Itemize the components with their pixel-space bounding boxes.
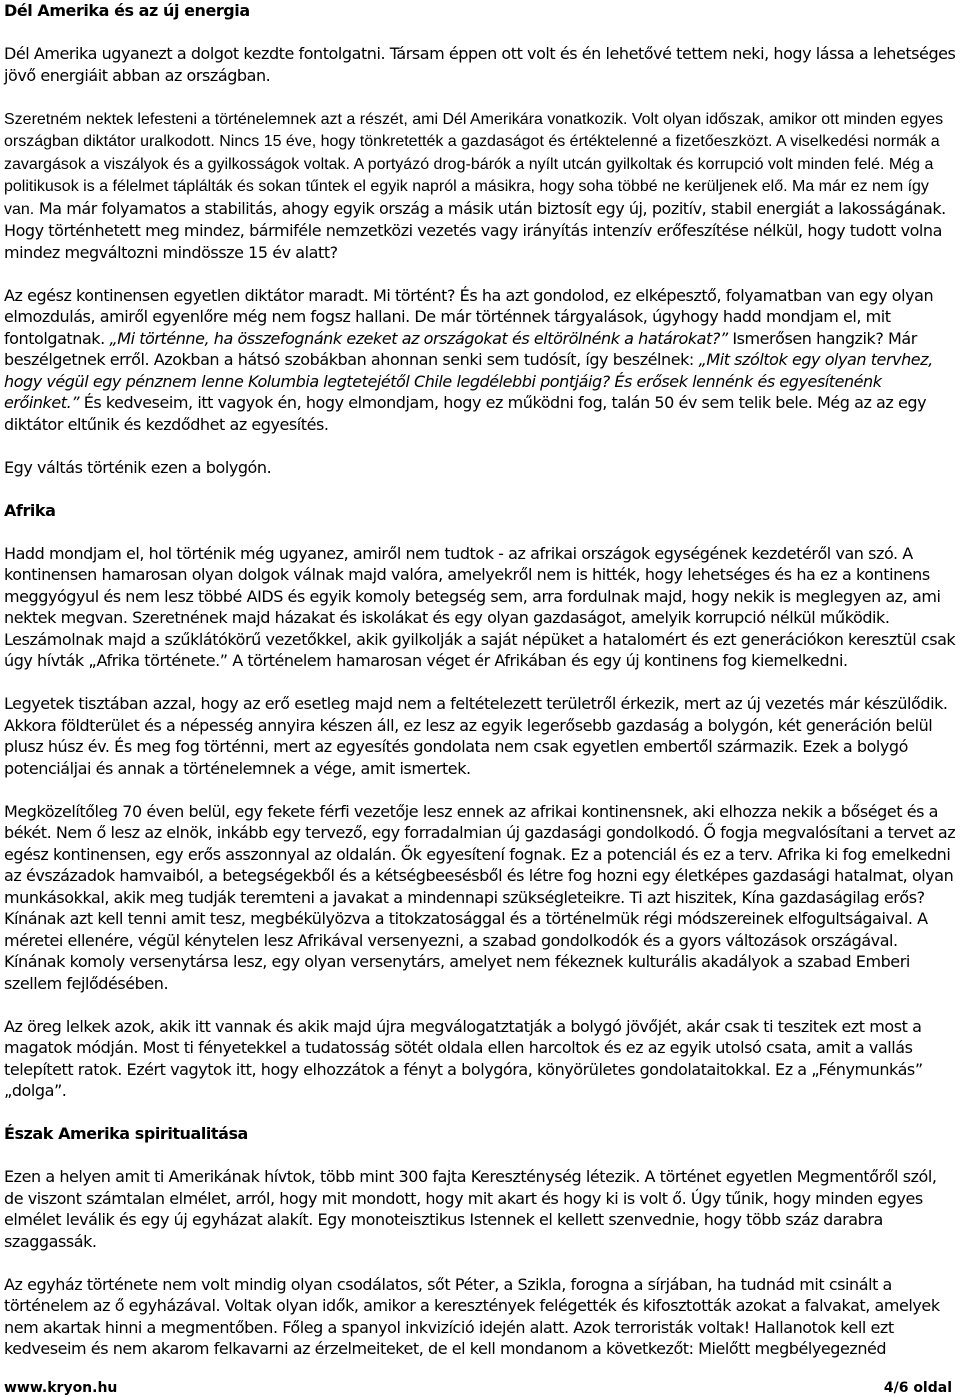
paragraph: Hadd mondjam el, hol történik még ugyanez, amiről nem tudtok - az afrikai országok egységének kezdetéről van szó. A kontinensen hamarosan olyan dolgok válnak majd valóra, amelyekről nem is hitték, hogy lehetséges és ha ez a kontinens meggyógyul és nem lesz többé AIDS és egyik komoly betegség sem, arra fordulnak majd, hogy nekik is meglegyen az, ami nektek megvan. Szeretnének majd házakat és iskolákat és egy olyan gazdaságot, amelyik korrupció nélkül működik. Leszámolnak majd a szűklátókörű vezetőkkel, akik gyilkolják a saját népüket a hatalomért és ezt generációkon keresztül csak úgy hívták „Afrika története.” A történelem hamarosan véget ér Afrikában és egy új kontinens fog kiemelkedni.	[4, 543, 956, 670]
paragraph-span: És kedveseim, itt vagyok én, hogy elmondjam, hogy ez működni fog, talán 50 év sem telik bele. Még az az egy diktátor eltűnik és kezdődhet az egyesítés.	[4, 393, 927, 434]
quote: „Mit szóltok egy olyan tervhez, hogy végül egy pénznem lenne Kolumbia legtetejétől Chile legdélebbi pontjáig? És erősek lennénk és egyesítenénk erőinket.”	[4, 350, 933, 412]
paragraph: Dél Amerika ugyanezt a dolgot kezdte fontolgatni. Társam éppen ott volt és én lehetővé tettem neki, hogy lássa a lehetséges jövő energiáit abban az országban.	[4, 44, 956, 85]
quote: „Mi történne, ha összefognánk ezeket az országokat és eltörölnénk a határokat?”	[109, 328, 728, 348]
paragraph: Az egyház története nem volt mindig olyan csodálatos, sőt Péter, a Szikla, forogna a sírjában, ha tudnád mit csinált a történelem az ő egyházával. Voltak olyan idők, amikor a keresztények felégették és kifosztották azokat a falvakat, amelyek nem akartak hinni a megmentőben. Főleg a spanyol inkvizíció idején alatt. Azok terroristák voltak! Hallanotok kell ezt kedveseim és nem akarom felkavarni az érzelmeiteket, de el kell mondanom a következőt: Mielőtt megbélyegeznéd	[4, 1274, 940, 1358]
paragraph-span: Az egész kontinensen egyetlen diktátor maradt. Mi történt? És ha azt gondolod, ez elképesztő, folyamatban van egy olyan elmozdulás, amiről egyenlőre még nem fogsz hallani. De már történnek tárgyalások, úgyhogy hadd mondjam el, mit fontolgatnak.	[4, 285, 934, 348]
section-title-north-america: Észak Amerika spiritualitása	[4, 1124, 248, 1143]
page-footer	[4, 1379, 952, 1397]
paragraph-span: Ma már folyamatos a stabilitás, ahogy egyik ország a másik után biztosít egy új, pozitív, stabil energiát a lakosságának. Hogy történhetett meg mindez, bármiféle nemzetközi vezetés vagy irányítás intenzív erőfeszítése nélkül, hogy tudott volna mindez megváltozni mindössze 15 év alatt?	[4, 198, 946, 262]
site-link[interactable]: www.kryon.hu	[4, 1380, 118, 1396]
paragraph-span: Ismerősen hangzik? Már beszélgetnek erről. Azokban a hátsó szobákban ahonnan senki sem tudósít, így beszélnek:	[4, 328, 917, 369]
paragraph: Ezen a helyen amit ti Amerikának hívtok, több mint 300 fajta Kereszténység létezik. A történet egyetlen Megmentőről szól, de viszont számtalan elmélet, arról, hogy mit mondott, hogy mit akart és hogy ki is volt ő. Úgy tűnik, hogy minden egyes elmélet leválik és egy új egyházat alakít. Egy monoteisztikus Istennek el kellett szenvednie, hogy több száz darabra szaggassák.	[4, 1167, 937, 1251]
paragraph-span: Szeretném nektek lefesteni a történelemnek azt a részét, ami Dél Amerikára vonatkozik. Volt olyan időszak, amikor ott minden egyes országban diktátor uralkodott. Nincs 15 éve, hogy tönkretették a gazdaságot és értéktelenné a fizetőeszközt. A viselkedési normák a zavargások a viszályok és a gyilkosságok voltak. A portyázó drog-bárók a nyílt utcán gyilkoltak és korrupció volt minden felé. Még a politikusok is a félelmet táplálták és sokan tűntek el egyik napról a másikra, hogy soha többé ne kerüljenek elő. Ma már ez nem így van.	[4, 110, 944, 218]
document-body	[4, 0, 956, 1360]
paragraph: Megközelítőleg 70 éven belül, egy fekete férfi vezetője lesz ennek az afrikai kontinensnek, aki elhozza nekik a bőséget és a békét. Nem ő lesz az elnök, inkább egy tervező, egy forradalmian új gazdasági gondolkodó. Ő fogja megvalósítani a tervet az egész kontinensen, egy erős asszonnyal az oldalán. Ők egyesítení fognak. Ez a potenciál és ez a terv. Afrika ki fog emelkedni az évszázadok hamvaiból, a betegségekből és a kétségbeesésből és létre fog hozni egy életképes gazdasági hatalmat, olyan munkásokkal, akik meg tudják teremteni a javakat a mindennapi szükségleteikre. Ti azt hiszitek, Kína gazdaságilag erős? Kínának azt kell tenni amit tesz, megbékülyözva a titokzatosággal és a történelmük régi módszereinek elfogultságaival. A méretei ellenére, végül kénytelen lesz Afrikával versenyezni, a szabad gondolkodók és a gyors változások országával. Kínának komoly versenytársa lesz, egy olyan versenytárs, amelyet nem fékeznek kulturális akadályok a szabad Emberi szellem fejlődésében.	[4, 801, 956, 993]
paragraph: Az öreg lelkek azok, akik itt vannak és akik majd újra megválogatztatják a bolygó jövőjét, akár csak ti teszitek ezt most a magatok módján. Most ti fényetekkel a tudatosság sötét oldala ellen harcoltok és ez az egyik utolsó csata, amit a vallás telepített ratok. Ezért vagytok itt, hogy elhozzátok a fényt a bolygóra, könyörületes gondolataitokkal. Ez a „Fénymunkás” „dolga”.	[4, 1016, 923, 1100]
paragraph	[4, 285, 956, 436]
paragraph: Legyetek tisztában azzal, hogy az erő esetleg majd nem a feltételezett területről érkezik, mert az új vezetés már készülődik. Akkora földterület és a népesség annyira készen áll, ez lesz az egyik legerősebb gazdaság a bolygón, két generáción belül plusz húsz év. És meg fog történni, mert az egyesítés gondolata nem csak egyetlen embertől származik. Ezek a bolygó potenciáljai és annak a történelemnek a vége, amit ismertek.	[4, 694, 948, 778]
paragraph: Egy váltás történik ezen a bolygón.	[4, 457, 272, 477]
section-title-africa: Afrika	[4, 500, 56, 520]
section-title-south-america: Dél Amerika és az új energia	[4, 1, 250, 20]
paragraph	[4, 108, 956, 264]
page-number: 4/6 oldal	[883, 1380, 952, 1396]
